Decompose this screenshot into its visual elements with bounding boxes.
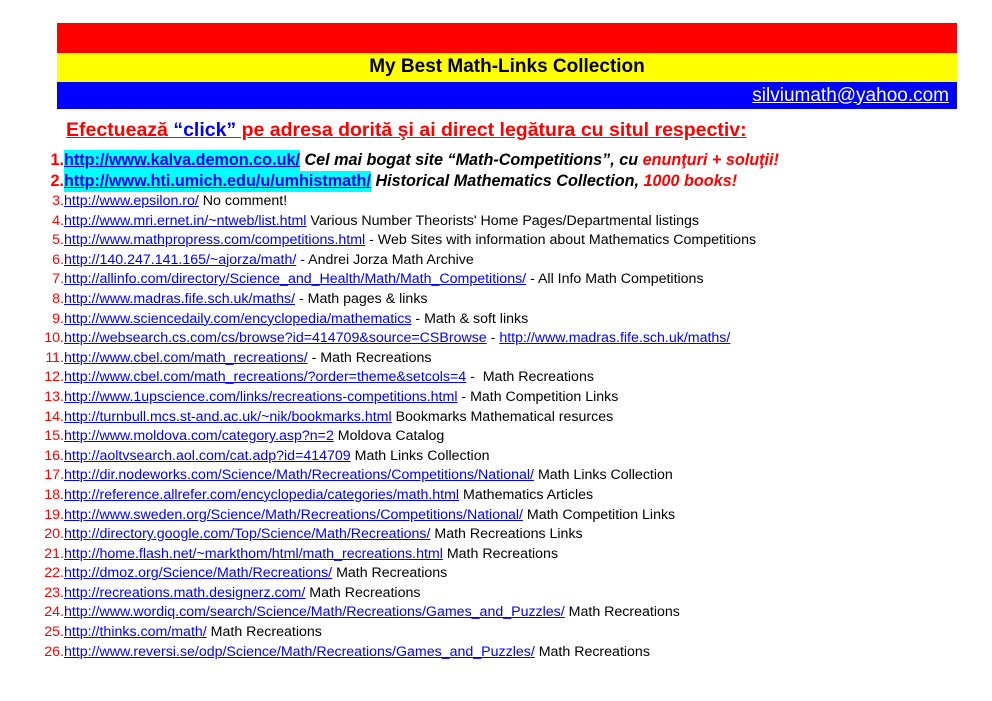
link-url[interactable]: http://www.madras.fife.sch.uk/maths/ <box>64 290 296 307</box>
link-number: 12. <box>44 369 64 386</box>
link-number: 24. <box>44 604 64 621</box>
link-row <box>0 427 992 447</box>
link-number: 11. <box>45 349 64 366</box>
link-url[interactable]: http://home.flash.net/~markthom/html/math_recreations.html <box>64 545 443 562</box>
link-description: Math Links Collection <box>350 447 490 464</box>
instruction-after: pe adresa dorită şi ai direct legătura cu situl respectiv: <box>236 119 747 141</box>
link-url[interactable]: http://dmoz.org/Science/Math/Recreations/ <box>64 565 333 582</box>
link-row <box>0 290 992 310</box>
link-row <box>0 506 992 526</box>
banner-email-band <box>57 82 957 109</box>
link-url[interactable]: http://allinfo.com/directory/Science_and_Health/Math/Math_Competitions/ <box>64 271 527 288</box>
link-url[interactable]: http://www.cbel.com/math_recreations/?order=theme&setcols=4 <box>64 369 467 386</box>
link-number: 8. <box>52 290 64 307</box>
featured-link-row <box>0 150 992 171</box>
link-url[interactable]: http://www.cbel.com/math_recreations/ <box>64 349 308 366</box>
link-url[interactable]: http://aoltvsearch.aol.com/cat.adp?id=414709 <box>64 447 351 464</box>
links-list <box>0 150 992 662</box>
link-description: No comment! <box>198 193 288 209</box>
link-row <box>0 192 992 212</box>
link-number: 17. <box>44 467 64 484</box>
instruction-click-word: “click” <box>173 119 237 141</box>
link-description: Math Recreations <box>564 604 680 621</box>
link-row <box>0 643 992 663</box>
link-description: Mathematics Articles <box>459 486 594 503</box>
link-url[interactable]: http://websearch.cs.com/cs/browse?id=414709&source=CSBrowse <box>64 330 487 347</box>
link-url-secondary[interactable]: http://www.madras.fife.sch.uk/maths/ <box>499 330 731 347</box>
link-row <box>0 368 992 388</box>
link-url[interactable]: http://www.wordiq.com/search/Science/Math/Recreations/Games_and_Puzzles/ <box>64 604 565 621</box>
page-title: My Best Math-Links Collection <box>369 55 645 77</box>
banner-red-band <box>57 23 957 53</box>
link-row <box>0 545 992 565</box>
link-description: Bookmarks Mathematical resurces <box>391 408 614 425</box>
link-url[interactable]: http://reference.allrefer.com/encyclopedia/categories/math.html <box>64 486 460 503</box>
link-number: 15. <box>44 428 64 445</box>
link-number: 5. <box>52 232 64 249</box>
link-description: Moldova Catalog <box>333 428 445 445</box>
link-number: 2. <box>50 172 64 190</box>
link-url[interactable]: http://www.mri.ernet.in/~ntweb/list.html <box>64 212 307 229</box>
link-row <box>0 231 992 251</box>
link-number: 6. <box>52 251 64 268</box>
link-row <box>0 251 992 271</box>
link-number: 7. <box>52 271 64 288</box>
link-row <box>0 388 992 408</box>
link-description: Various Number Theorists' Home Pages/Departmental listings <box>306 212 699 229</box>
link-url[interactable]: http://www.moldova.com/category.asp?n=2 <box>64 428 334 445</box>
link-highlight: enunţuri + soluţii! <box>642 151 779 169</box>
link-row <box>0 486 992 506</box>
featured-link-row <box>0 171 992 192</box>
link-url[interactable]: http://140.247.141.165/~ajorza/math/ <box>64 251 297 268</box>
link-number: 16. <box>44 447 64 464</box>
link-description: - All Info Math Competitions <box>526 271 704 288</box>
link-number: 19. <box>44 506 64 523</box>
link-url[interactable]: http://www.epsilon.ro/ <box>64 193 199 209</box>
link-description: Cel mai bogat site “Math-Competitions”, cu <box>299 151 643 169</box>
link-number: 9. <box>52 310 64 327</box>
link-url[interactable]: http://directory.google.com/Top/Science/Math/Recreations/ <box>64 526 431 543</box>
link-highlight: 1000 books! <box>643 172 738 190</box>
link-description: - Math Recreations <box>307 349 432 366</box>
link-description: - Andrei Jorza Math Archive <box>296 251 474 268</box>
link-row <box>0 270 992 290</box>
instruction-before: Efectuează <box>66 119 174 141</box>
instruction-text <box>66 119 747 142</box>
link-description: Math Recreations <box>534 643 650 660</box>
link-row <box>0 349 992 369</box>
link-description: Math Recreations <box>305 584 421 601</box>
link-url[interactable]: http://www.sweden.org/Science/Math/Recreations/Competitions/National/ <box>64 506 523 523</box>
banner-title-band <box>57 53 957 82</box>
link-url[interactable]: http://thinks.com/math/ <box>64 624 207 641</box>
link-description: Math Recreations <box>206 624 322 641</box>
link-description: Math Links Collection <box>534 467 673 484</box>
link-number: 4. <box>52 212 64 229</box>
link-number: 20. <box>44 526 64 543</box>
link-description: - Web Sites with information about Mathematics Competitions <box>365 232 757 249</box>
link-description: - Math & soft links <box>411 310 529 327</box>
link-row <box>0 584 992 604</box>
link-number: 23. <box>44 584 64 601</box>
link-description: Math Recreations <box>442 545 559 562</box>
link-number: 22. <box>44 565 64 582</box>
link-url[interactable]: http://www.kalva.demon.co.uk/ <box>64 151 300 169</box>
link-number: 26. <box>44 643 64 660</box>
link-row <box>0 466 992 486</box>
link-url[interactable]: http://recreations.math.designerz.com/ <box>64 584 306 601</box>
link-url[interactable]: http://dir.nodeworks.com/Science/Math/Recreations/Competitions/National/ <box>64 467 534 484</box>
link-row <box>0 525 992 545</box>
link-row <box>0 212 992 232</box>
link-description: - Math Recreations <box>466 369 594 386</box>
link-row <box>0 447 992 467</box>
link-number: 13. <box>44 388 64 405</box>
link-number: 1. <box>50 151 64 169</box>
link-number: 14. <box>44 408 64 425</box>
link-url[interactable]: http://www.1upscience.com/links/recreations-competitions.html <box>64 388 458 405</box>
link-number: 25. <box>44 624 64 641</box>
link-number: 18. <box>44 486 64 503</box>
link-row <box>0 564 992 584</box>
link-number: 3. <box>52 193 64 209</box>
link-row <box>0 408 992 428</box>
link-description: - <box>486 330 500 347</box>
link-number: 21. <box>44 545 64 562</box>
link-row <box>0 329 992 349</box>
link-row <box>0 603 992 623</box>
link-url[interactable]: http://turnbull.mcs.st-and.ac.uk/~nik/bookmarks.html <box>64 408 392 425</box>
link-url[interactable]: http://www.hti.umich.edu/u/umhistmath/ <box>64 172 371 190</box>
link-row <box>0 310 992 330</box>
link-description: Historical Mathematics Collection, <box>370 172 644 190</box>
link-number: 10. <box>44 330 64 347</box>
link-description: Math Competition Links <box>522 506 676 523</box>
link-url[interactable]: http://www.reversi.se/odp/Science/Math/Recreations/Games_and_Puzzles/ <box>64 643 535 660</box>
email-link[interactable]: silviumath@yahoo.com <box>752 84 949 106</box>
link-description: - Math pages & links <box>295 290 428 307</box>
link-description: Math Recreations Links <box>430 526 583 543</box>
link-description: Math Recreations <box>332 565 448 582</box>
link-url[interactable]: http://www.sciencedaily.com/encyclopedia/mathematics <box>64 310 412 327</box>
link-url[interactable]: http://www.mathpropress.com/competitions.html <box>64 232 366 249</box>
link-description: - Math Competition Links <box>457 388 619 405</box>
link-row <box>0 623 992 643</box>
